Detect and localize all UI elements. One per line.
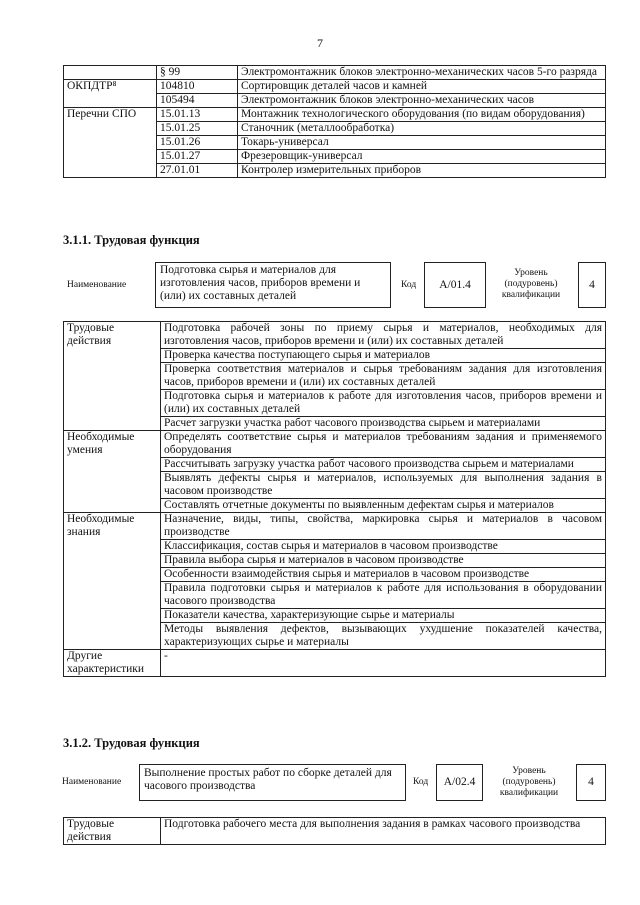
knowledge-item: Правила выбора сырья и материалов в часовом производстве	[161, 554, 606, 568]
code-label: Код	[401, 280, 417, 290]
labor-action: Подготовка рабочей зоны по приему сырья и материалов, необходимых для изготовления часов, приборов времени и (или) их составных деталей	[161, 322, 606, 349]
classification-row	[64, 108, 606, 122]
function-code-2: А/02.4	[443, 776, 476, 788]
page-number: 7	[317, 36, 323, 50]
labor-action: Расчет загрузки участка работ часового производства сырьем и материалами	[161, 417, 606, 431]
function-name: Подготовка сырья и материалов для изготовления часов, приборов времени и (или) их составных деталей	[160, 264, 361, 302]
knowledge-item: Правила подготовки сырья и материалов к работе для использования в оборудовании часового производства	[161, 582, 606, 609]
skill-item: Определять соответствие сырья и материалов требованиям задания и применяемого оборудования	[161, 431, 606, 458]
knowledge-label: Необходимые знания	[64, 513, 161, 650]
level-box-2	[576, 764, 606, 801]
labor-action: Проверка качества поступающего сырья и материалов	[161, 349, 606, 363]
labor-action-row	[64, 818, 606, 845]
classification-row	[64, 66, 606, 80]
classification-name: Токарь-универсал	[238, 136, 606, 150]
skill-row	[64, 431, 606, 458]
classification-name: Фрезеровщик-универсал	[238, 150, 606, 164]
skill-item: Выявлять дефекты сырья и материалов, используемых для выполнения задания в часовом производстве	[161, 472, 606, 499]
level-box	[578, 262, 606, 308]
classification-name: Монтажник технологического оборудования (по видам оборудования)	[238, 108, 606, 122]
skill-item: Рассчитывать загрузку участка работ часового производства сырьем и материалами	[161, 458, 606, 472]
code-box	[424, 262, 486, 308]
classification-name: Электромонтажник блоков электронно-механических часов 5-го разряда	[238, 66, 606, 80]
knowledge-item: Особенности взаимодействия сырья и материалов в часовом производстве	[161, 568, 606, 582]
classification-group	[64, 66, 157, 80]
level-label-2: Уровень (подуровень) квалификации	[499, 766, 559, 798]
classification-code: 15.01.13	[157, 108, 238, 122]
code-box-2	[436, 764, 483, 801]
labor-action-row	[64, 322, 606, 349]
classification-code: 27.01.01	[157, 164, 238, 178]
section-heading-3-1-2: 3.1.2. Трудовая функция	[63, 736, 200, 750]
classification-table	[63, 65, 606, 178]
function-name-box-2	[139, 764, 406, 801]
other-row	[64, 650, 606, 677]
classification-code: 105494	[157, 94, 238, 108]
classification-name: Сортировщик деталей часов и камней	[238, 80, 606, 94]
other-value: -	[161, 650, 606, 677]
name-label-2: Наименование	[62, 777, 122, 787]
knowledge-item: Показатели качества, характеризующие сырье и материалы	[161, 609, 606, 623]
classification-code: 15.01.26	[157, 136, 238, 150]
classification-group: Перечни СПО	[64, 108, 157, 178]
function-details-table-2	[63, 817, 606, 845]
classification-name: Контролер измерительных приборов	[238, 164, 606, 178]
labor-actions-label: Трудовые действия	[64, 322, 161, 431]
classification-name: Электромонтажник блоков электронно-механических часов	[238, 94, 606, 108]
classification-code: § 99	[157, 66, 238, 80]
skill-item: Составлять отчетные документы по выявленным дефектам сырья и материалов	[161, 499, 606, 513]
classification-name: Станочник (металлообработка)	[238, 122, 606, 136]
classification-code: 15.01.25	[157, 122, 238, 136]
function-name-box	[155, 262, 391, 308]
qualification-level: 4	[589, 278, 595, 291]
name-label: Наименование	[67, 280, 127, 290]
code-label-2: Код	[413, 777, 429, 787]
classification-code: 104810	[157, 80, 238, 94]
classification-row	[64, 80, 606, 94]
knowledge-item: Классификация, состав сырья и материалов в часовом производстве	[161, 540, 606, 554]
function-name-2: Выполнение простых работ по сборке деталей для часового производства	[144, 767, 392, 792]
labor-actions-label: Трудовые действия	[64, 818, 161, 845]
section-heading-3-1-1: 3.1.1. Трудовая функция	[63, 233, 200, 247]
qualification-level-2: 4	[588, 776, 594, 788]
skills-label: Необходимые умения	[64, 431, 161, 513]
labor-action: Проверка соответствия материалов и сырья требованиям задания для изготовления часов, приборов времени и (или) их составных деталей	[161, 363, 606, 390]
knowledge-row	[64, 513, 606, 540]
labor-action: Подготовка сырья и материалов к работе для изготовления часов, приборов времени и (или) их составных деталей	[161, 390, 606, 417]
classification-code: 15.01.27	[157, 150, 238, 164]
level-label: Уровень (подуровень) квалификации	[501, 268, 561, 300]
classification-group: ОКПДТР⁸	[64, 80, 157, 108]
other-label: Другие характеристики	[64, 650, 161, 677]
knowledge-item: Назначение, виды, типы, свойства, маркировка сырья и материалов в часовом производстве	[161, 513, 606, 540]
function-details-table	[63, 321, 606, 677]
knowledge-item: Методы выявления дефектов, вызывающих ухудшение показателей качества, характеризующих сырье и материалы	[161, 623, 606, 650]
function-code: А/01.4	[439, 278, 471, 291]
labor-action: Подготовка рабочего места для выполнения задания в рамках часового производства	[161, 818, 606, 845]
